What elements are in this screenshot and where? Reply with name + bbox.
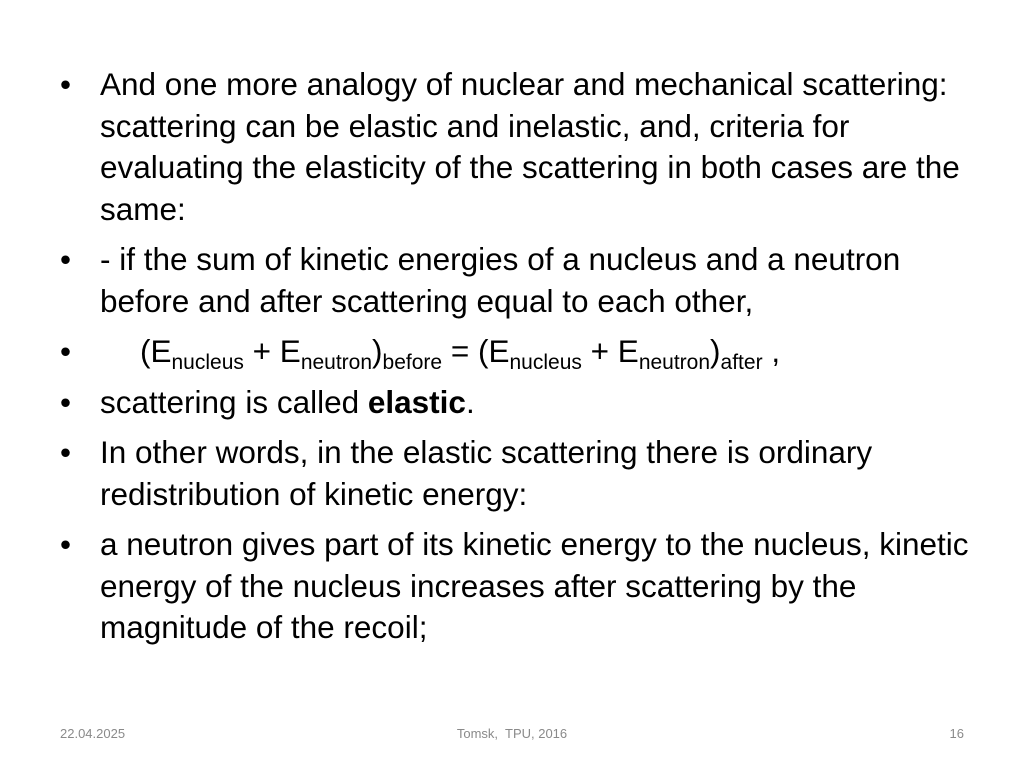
bullet-text bbox=[100, 384, 475, 420]
formula-part: ) bbox=[372, 333, 383, 369]
formula-subscript: neutron bbox=[300, 351, 373, 374]
bullet-list bbox=[60, 64, 980, 658]
bullet-icon: • bbox=[60, 241, 72, 277]
bullet-icon: • bbox=[60, 66, 72, 102]
formula-subscript: neutron bbox=[638, 351, 711, 374]
formula-subscript: nucleus bbox=[509, 351, 582, 374]
bullet-icon: • bbox=[60, 383, 72, 420]
formula-part: ) bbox=[710, 333, 721, 369]
bullet-text-part: . bbox=[465, 383, 475, 420]
formula-part: (E bbox=[140, 333, 172, 369]
footer-center-text: Tomsk, TPU, 2016 bbox=[456, 726, 568, 741]
formula-part: + E bbox=[581, 333, 639, 369]
slide-number: 16 bbox=[949, 726, 964, 741]
formula-part: = (E bbox=[442, 333, 510, 369]
bullet-text-part: scattering is called bbox=[100, 383, 368, 420]
bullet-item bbox=[60, 524, 980, 649]
energy-conservation-formula bbox=[100, 333, 781, 374]
bullet-icon: • bbox=[60, 434, 72, 470]
bullet-item bbox=[60, 64, 980, 230]
footer-date: 22.04.2025 bbox=[60, 726, 126, 741]
bullet-text: a neutron gives part of its kinetic energy to the nucleus, kinetic energy of the nucleus increases after scattering by the magnitude of the recoil; bbox=[100, 526, 969, 645]
formula-part: , bbox=[762, 333, 781, 369]
formula-subscript: before bbox=[382, 351, 443, 374]
bullet-item bbox=[60, 239, 980, 322]
bullet-icon: • bbox=[60, 526, 72, 562]
bullet-item-formula bbox=[60, 331, 980, 373]
formula-part: + E bbox=[243, 333, 301, 369]
bullet-item bbox=[60, 432, 980, 515]
formula-subscript: nucleus bbox=[171, 351, 244, 374]
bullet-text: And one more analogy of nuclear and mechanical scattering: scattering can be elastic and inelastic, and, criteria for evaluating the elasticity of the scattering in both cases are the same: bbox=[100, 66, 960, 227]
bullet-icon: • bbox=[60, 333, 72, 369]
bullet-text: - if the sum of kinetic energies of a nucleus and a neutron before and after scattering equal to each other, bbox=[100, 241, 901, 319]
bullet-text: In other words, in the elastic scattering there is ordinary redistribution of kinetic energy: bbox=[100, 434, 873, 512]
bullet-item bbox=[60, 382, 980, 424]
bold-term-elastic: elastic bbox=[367, 383, 466, 420]
formula-subscript: after bbox=[720, 351, 763, 374]
